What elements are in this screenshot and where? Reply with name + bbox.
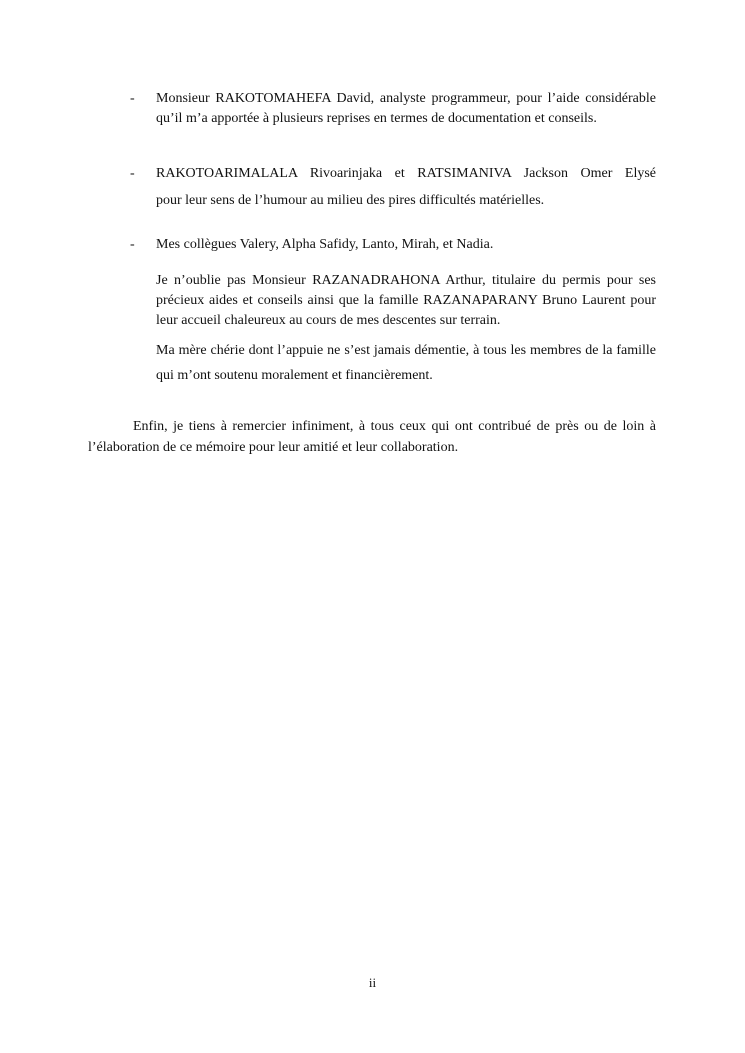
acknowledgement-rakotomahefa: Monsieur RAKOTOMAHEFA David, analyste programmeur, pour l’aide considérable qu’il m’a apportée à plusieurs reprises en termes de documentation et conseils. <box>156 91 656 126</box>
acknowledgement-rakotoarimalala-line1: RAKOTOARIMALALA Rivoarinjaka et RATSIMANIVA Jackson Omer Elysé <box>156 166 656 181</box>
bullet-dash: - <box>130 91 135 106</box>
bullet-dash: - <box>130 237 135 252</box>
closing-text: Enfin, je tiens à remercier infiniment, à tous ceux qui ont contribué de près ou de loin à l’élaboration de ce mémoire pour leur amitié et leur collaboration. <box>88 419 656 455</box>
acknowledgement-mother: Ma mère chérie dont l’appuie ne s’est jamais démentie, à tous les membres de la famille qui m’ont soutenu moralement et financièrement. <box>156 343 656 383</box>
acknowledgement-razanadrahona: Je n’oublie pas Monsieur RAZANADRAHONA Arthur, titulaire du permis pour ses précieux aides et conseils ainsi que la famille RAZANAPARANY Bruno Laurent pour leur accueil chaleureux au cours de mes descentes sur terrain. <box>156 273 656 328</box>
acknowledgement-colleagues: Mes collègues Valery, Alpha Safidy, Lanto, Mirah, et Nadia. <box>156 237 494 252</box>
acknowledgement-rakotoarimalala-line2: pour leur sens de l’humour au milieu des pires difficultés matérielles. <box>156 193 545 208</box>
page-number: ii <box>368 975 377 990</box>
bullet-dash: - <box>130 166 135 181</box>
closing-paragraph <box>88 416 656 458</box>
